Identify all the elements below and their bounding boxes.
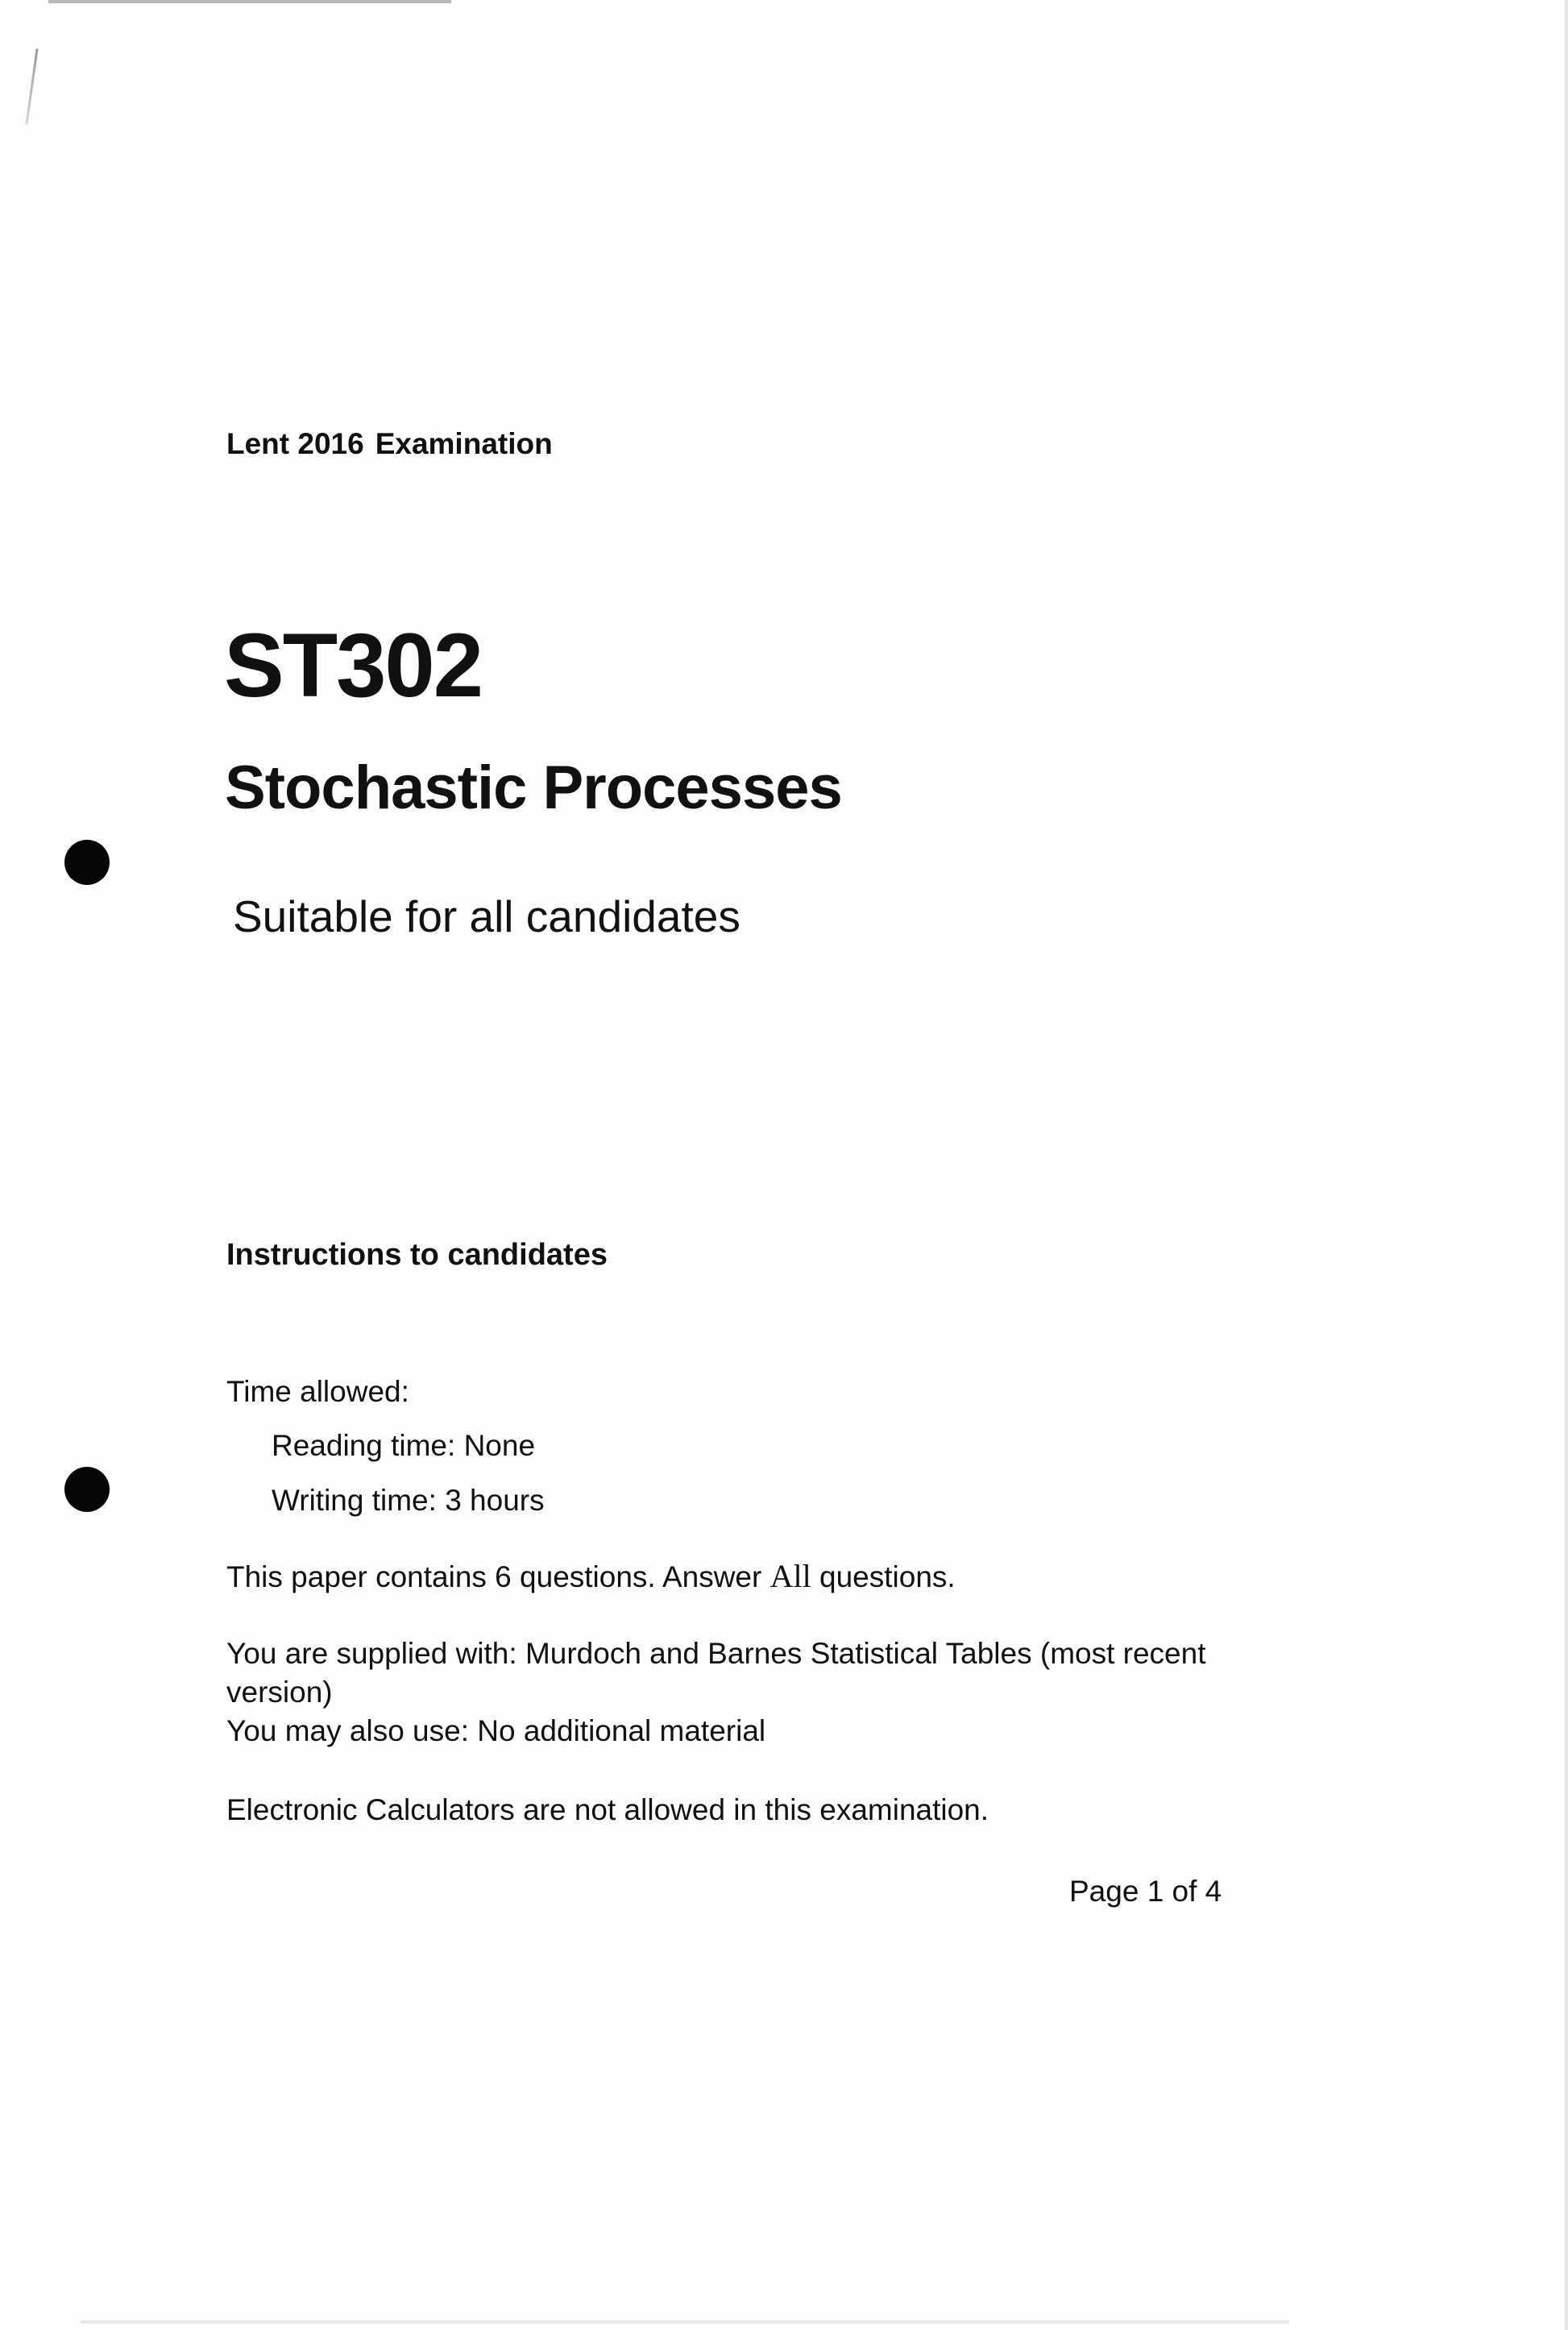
writing-time: Writing time: 3 hours [272,1484,545,1517]
scan-artifact-top-line [48,0,451,3]
scan-artifact-left-mark [25,48,38,124]
exam-term: Lent 2016 [226,427,364,460]
candidate-suitability: Suitable for all candidates [233,891,740,941]
supplied-materials: You are supplied with: Murdoch and Barnes Statistical Tables (most recent version) [226,1637,1206,1709]
page-number: Page 1 of 4 [1069,1875,1222,1908]
course-code: ST302 [224,615,482,716]
exam-session-header [226,427,564,461]
materials-block [226,1634,1242,1751]
questions-instruction [226,1557,956,1597]
scan-artifact-bottom-edge [81,2320,1289,2324]
permitted-materials: You may also use: No additional material [226,1714,766,1747]
instructions-heading: Instructions to candidates [226,1238,608,1272]
reading-time: Reading time: None [272,1429,536,1462]
punch-hole-upper [64,840,110,885]
calculator-policy: Electronic Calculators are not allowed in this examination. [226,1793,989,1826]
scan-artifact-right-edge [1565,0,1568,2330]
course-title: Stochastic Processes [225,754,842,822]
questions-suffix: questions. [811,1560,956,1593]
time-allowed-label: Time allowed: [226,1375,409,1408]
questions-prefix: This paper contains 6 questions. Answer [226,1560,770,1593]
exam-label: Examination [375,427,553,460]
punch-hole-lower [64,1467,110,1512]
questions-emphasis: All [769,1558,811,1594]
